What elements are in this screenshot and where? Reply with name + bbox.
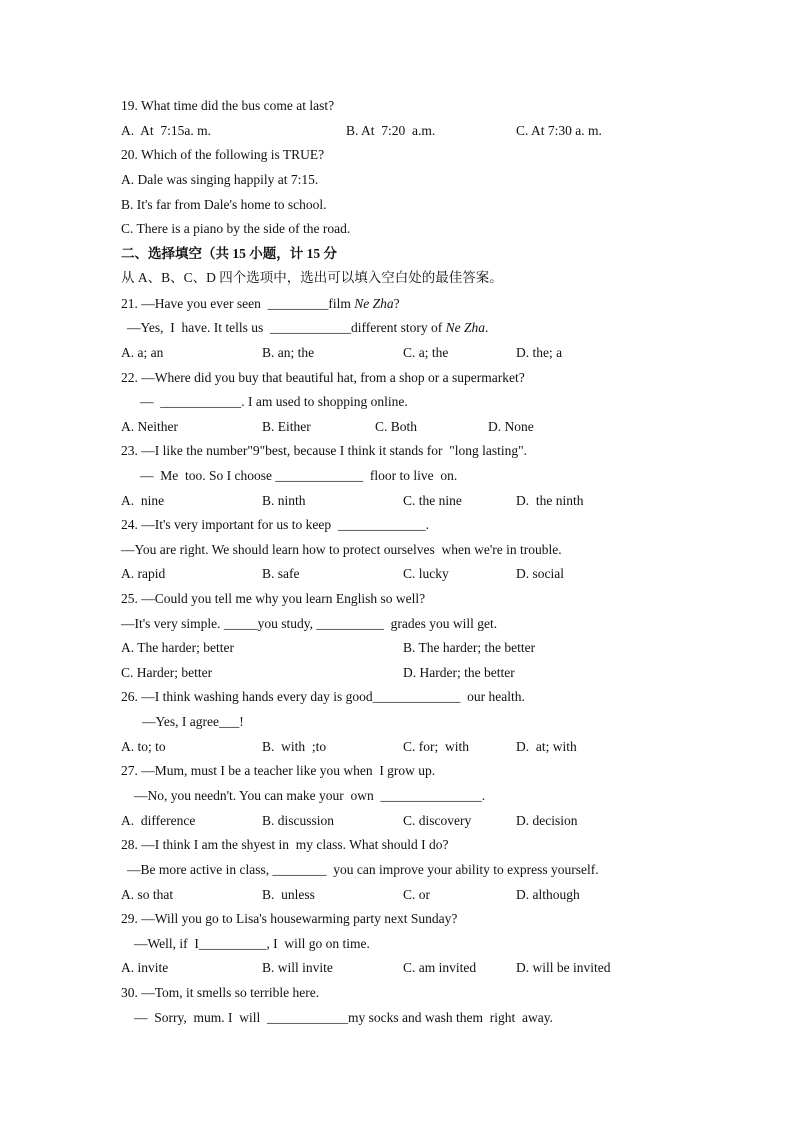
answer-28 bbox=[0, 858, 800, 882]
question-text: 23. —I like the number"9"best, because I think it stands for "long lasting". bbox=[121, 443, 527, 458]
option-d: D. None bbox=[488, 419, 534, 434]
question-text: 26. —I think washing hands every day is good_____________ our health. bbox=[121, 689, 525, 704]
option-20-c bbox=[0, 217, 800, 241]
question-text: 24. —It's very important for us to keep _____________. bbox=[121, 517, 430, 532]
option-a: A. rapid bbox=[121, 566, 166, 581]
option-d: D. social bbox=[516, 566, 564, 581]
option-d: D. Harder; the better bbox=[403, 665, 515, 680]
option-a: A. a; an bbox=[121, 345, 164, 360]
option-c: C. At 7:30 a. m. bbox=[516, 123, 602, 138]
question-21 bbox=[0, 292, 800, 316]
option-d: D. the ninth bbox=[516, 493, 584, 508]
question-22 bbox=[0, 366, 800, 390]
option-b: B. with ;to bbox=[262, 739, 327, 754]
option-a: A. Neither bbox=[121, 419, 178, 434]
option-b: B. safe bbox=[262, 566, 300, 581]
options-25-ab bbox=[0, 636, 800, 660]
question-text: 19. What time did the bus come at last? bbox=[121, 98, 335, 113]
options-21 bbox=[0, 341, 800, 365]
italic-title: Ne Zha bbox=[354, 296, 394, 311]
question-text: 27. —Mum, must I be a teacher like you when I grow up. bbox=[121, 763, 436, 778]
answer-21 bbox=[0, 316, 800, 340]
option-a: A. to; to bbox=[121, 739, 166, 754]
answer-text bbox=[127, 316, 488, 340]
question-24 bbox=[0, 513, 800, 537]
option-b: B. discussion bbox=[262, 813, 335, 828]
option-a: A. difference bbox=[121, 813, 196, 828]
question-30 bbox=[0, 981, 800, 1005]
question-20 bbox=[0, 143, 800, 167]
option-d: D. will be invited bbox=[516, 960, 611, 975]
question-text: 25. —Could you tell me why you learn English so well? bbox=[121, 591, 426, 606]
answer-text: —It's very simple. _____you study, __________ grades you will get. bbox=[121, 616, 498, 631]
text-part: —Yes, I have. It tells us ____________different story of bbox=[127, 320, 446, 335]
answer-text: — Sorry, mum. I will ____________my socks and wash them right away. bbox=[134, 1010, 553, 1025]
text-part: . bbox=[485, 320, 489, 335]
answer-text: — ____________. I am used to shopping online. bbox=[140, 394, 408, 409]
section-heading bbox=[0, 242, 800, 266]
options-29 bbox=[0, 956, 800, 980]
answer-29 bbox=[0, 932, 800, 956]
option-b: B. ninth bbox=[262, 493, 306, 508]
question-25 bbox=[0, 587, 800, 611]
question-27 bbox=[0, 759, 800, 783]
option-d: D. although bbox=[516, 887, 580, 902]
option-c: C. the nine bbox=[403, 493, 462, 508]
option-d: D. decision bbox=[516, 813, 578, 828]
answer-26 bbox=[0, 710, 800, 734]
answer-30 bbox=[0, 1006, 800, 1030]
answer-text: — Me too. So I choose _____________ floor to live on. bbox=[140, 468, 458, 483]
answer-24 bbox=[0, 538, 800, 562]
text-part: 21. —Have you ever seen _________film bbox=[121, 296, 355, 311]
options-19 bbox=[0, 119, 800, 143]
options-27 bbox=[0, 809, 800, 833]
answer-text: —No, you needn't. You can make your own _______________. bbox=[134, 788, 486, 803]
option-b: B. At 7:20 a.m. bbox=[346, 123, 436, 138]
option-b: B. Either bbox=[262, 419, 311, 434]
option-c: C. There is a piano by the side of the road. bbox=[121, 221, 351, 236]
italic-title: Ne Zha bbox=[445, 320, 485, 335]
answer-text: —Yes, I agree___! bbox=[142, 714, 244, 729]
question-28 bbox=[0, 833, 800, 857]
options-24 bbox=[0, 562, 800, 586]
option-d: D. at; with bbox=[516, 739, 577, 754]
question-26 bbox=[0, 685, 800, 709]
question-text: 22. —Where did you buy that beautiful hat, from a shop or a supermarket? bbox=[121, 370, 525, 385]
question-text bbox=[121, 292, 400, 316]
option-b: B. It's far from Dale's home to school. bbox=[121, 197, 327, 212]
options-23 bbox=[0, 489, 800, 513]
option-a: A. invite bbox=[121, 960, 169, 975]
option-b: B. unless bbox=[262, 887, 315, 902]
option-a: A. The harder; better bbox=[121, 640, 234, 655]
answer-23 bbox=[0, 464, 800, 488]
question-23 bbox=[0, 439, 800, 463]
answer-25 bbox=[0, 612, 800, 636]
option-b: B. an; the bbox=[262, 345, 315, 360]
instructions-text: 从 A、B、C、D 四个选项中，选出可以填入空白处的最佳答案。 bbox=[121, 270, 503, 285]
question-text: 20. Which of the following is TRUE? bbox=[121, 147, 325, 162]
option-a: A. At 7:15a. m. bbox=[121, 123, 211, 138]
options-26 bbox=[0, 735, 800, 759]
answer-27 bbox=[0, 784, 800, 808]
option-20-a bbox=[0, 168, 800, 192]
option-c: C. Both bbox=[375, 419, 418, 434]
answer-text: —Well, if I__________, I will go on time. bbox=[134, 936, 370, 951]
option-d: D. the; a bbox=[516, 345, 563, 360]
question-text: 29. —Will you go to Lisa's housewarming party next Sunday? bbox=[121, 911, 458, 926]
option-a: A. nine bbox=[121, 493, 165, 508]
option-b: B. The harder; the better bbox=[403, 640, 536, 655]
option-c: C. or bbox=[403, 887, 430, 902]
option-a: A. so that bbox=[121, 887, 174, 902]
section-title: 二、选择填空（共 15 小题，计 15 分 bbox=[121, 246, 337, 261]
answer-text: —You are right. We should learn how to protect ourselves when we're in trouble. bbox=[121, 542, 562, 557]
option-c: C. discovery bbox=[403, 813, 472, 828]
option-b: B. will invite bbox=[262, 960, 333, 975]
question-text: 28. —I think I am the shyest in my class. What should I do? bbox=[121, 837, 449, 852]
option-c: C. a; the bbox=[403, 345, 449, 360]
option-a: A. Dale was singing happily at 7:15. bbox=[121, 172, 319, 187]
answer-22 bbox=[0, 390, 800, 414]
answer-text: —Be more active in class, ________ you can improve your ability to express yourself. bbox=[127, 862, 599, 877]
option-c: C. Harder; better bbox=[121, 665, 213, 680]
options-28 bbox=[0, 883, 800, 907]
option-c: C. am invited bbox=[403, 960, 477, 975]
question-29 bbox=[0, 907, 800, 931]
option-c: C. for; with bbox=[403, 739, 469, 754]
question-text: 30. —Tom, it smells so terrible here. bbox=[121, 985, 320, 1000]
question-19 bbox=[0, 94, 800, 118]
option-20-b bbox=[0, 193, 800, 217]
option-c: C. lucky bbox=[403, 566, 449, 581]
options-22 bbox=[0, 415, 800, 439]
text-part: ? bbox=[393, 296, 400, 311]
options-25-cd bbox=[0, 661, 800, 685]
section-instructions bbox=[0, 266, 800, 290]
